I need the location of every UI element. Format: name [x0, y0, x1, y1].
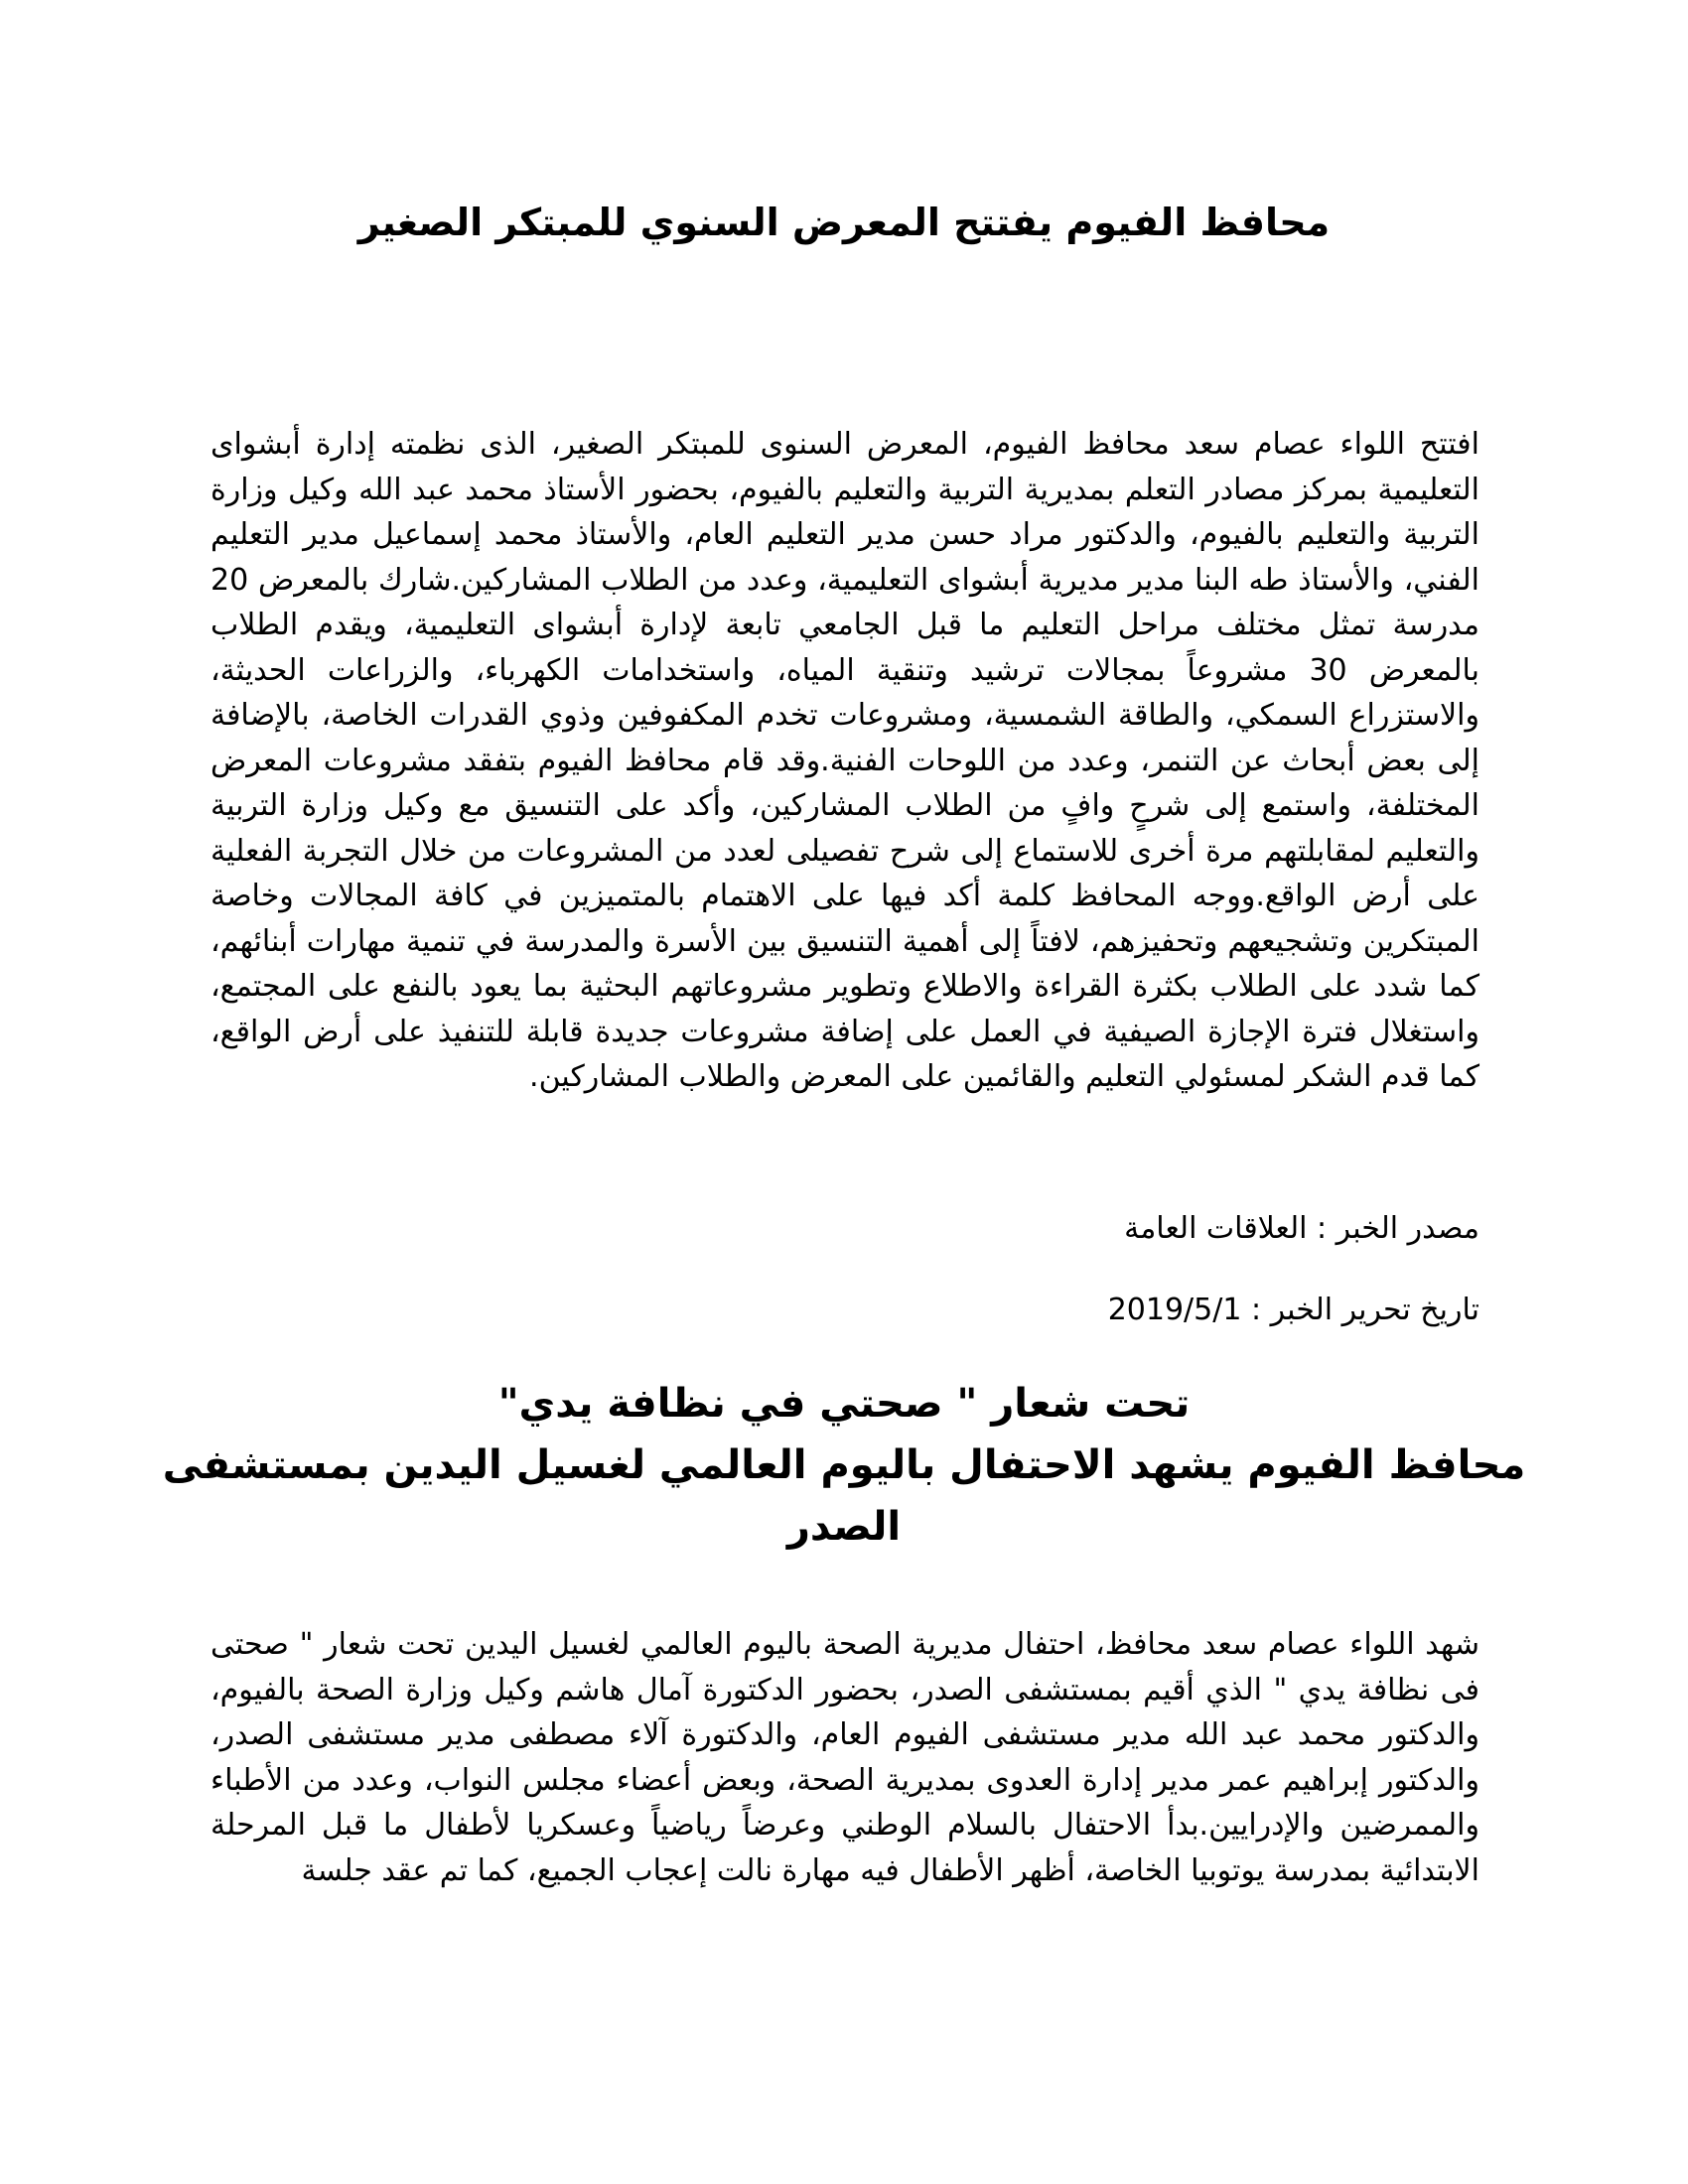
article2-body: شهد اللواء عصام سعد محافظ، احتفال مديرية الصحة باليوم العالمي لغسيل اليدين تحت شعار " صحتى فى نظافة يدي " الذي أقيم بمستشفى الصدر، بحضور الدكتورة آمال هاشم وكيل وزارة الصحة بالفيوم، والدكتور محمد عبد الله مدير مستشفى الفيوم العام، والدكتورة آلاء مصطفى مدير مستشفى الصدر، والدكتور إبراهيم عمر مدير إدارة العدوى بمديرية الصحة، وبعض أعضاء مجلس النواب، وعدد من الأطباء والممرضين والإدرايين.بدأ الاحتفال بالسلام الوطني وعرضاً رياضياً وعسكريا لأطفال ما قبل المرحلة الابتدائية بمدرسة يوتوبيا الخاصة، أظهر الأطفال فيه مهارة نالت إعجاب الجميع، كما تم عقد جلسة	[211, 1627, 1479, 1888]
article2-title-line2: محافظ الفيوم يشهد الاحتفال باليوم العالمي لغسيل اليدين بمستشفى الصدر	[162, 1442, 1526, 1550]
article1-date: تاريخ تحرير الخبر : 2019/5/1	[1107, 1293, 1479, 1327]
article1-body: افتتح اللواء عصام سعد محافظ الفيوم، المعرض السنوى للمبتكر الصغير، الذى نظمته إدارة أبشواى التعليمية بمركز مصادر التعلم بمديرية التربية والتعليم بالفيوم، بحضور الأستاذ محمد عبد الله وكيل وزارة التربية والتعليم بالفيوم، والدكتور مراد حسن مدير التعليم العام، والأستاذ محمد إسماعيل مدير التعليم الفني، والأستاذ طه البنا مدير مديرية أبشواى التعليمية، وعدد من الطلاب المشاركين.شارك بالمعرض 20 مدرسة تمثل مختلف مراحل التعليم ما قبل الجامعي تابعة لإدارة أبشواى التعليمية، ويقدم الطلاب بالمعرض 30 مشروعاً بمجالات ترشيد وتنقية المياه، واستخدامات الكهرباء، والزراعات الحديثة، والاستزراع السمكي، والطاقة الشمسية، ومشروعات تخدم المكفوفين وذوي القدرات الخاصة، بالإضافة إلى بعض أبحاث عن التنمر، وعدد من اللوحات الفنية.وقد قام محافظ الفيوم بتفقد مشروعات المعرض المختلفة، واستمع إلى شرحٍ وافٍ من الطلاب المشاركين، وأكد على التنسيق مع وكيل وزارة التربية والتعليم لمقابلتهم مرة أخرى للاستماع إلى شرح تفصيلى لعدد من المشروعات من خلال التجربة الفعلية على أرض الواقع.ووجه المحافظ كلمة أكد فيها على الاهتمام بالمتميزين في كافة المجالات وخاصة المبتكرين وتشجيعهم وتحفيزهم، لافتاً إلى أهمية التنسيق بين الأسرة والمدرسة في تنمية مهارات أبنائهم، كما شدد على الطلاب بكثرة القراءة والاطلاع وتطوير مشروعاتهم البحثية بما يعود بالنفع على المجتمع، واستغلال فترة الإجازة الصيفية في العمل على إضافة مشروعات جديدة قابلة للتنفيذ على أرض الواقع، كما قدم الشكر لمسئولي التعليم والقائمين على المعرض والطلاب المشاركين.	[211, 427, 1479, 1094]
article1-source: مصدر الخبر : العلاقات العامة	[1124, 1211, 1479, 1246]
article1-title: محافظ الفيوم يفتتح المعرض السنوي للمبتكر الصغير	[357, 201, 1331, 244]
article2-title-line1: تحت شعار " صحتي في نظافة يدي"	[497, 1381, 1191, 1427]
